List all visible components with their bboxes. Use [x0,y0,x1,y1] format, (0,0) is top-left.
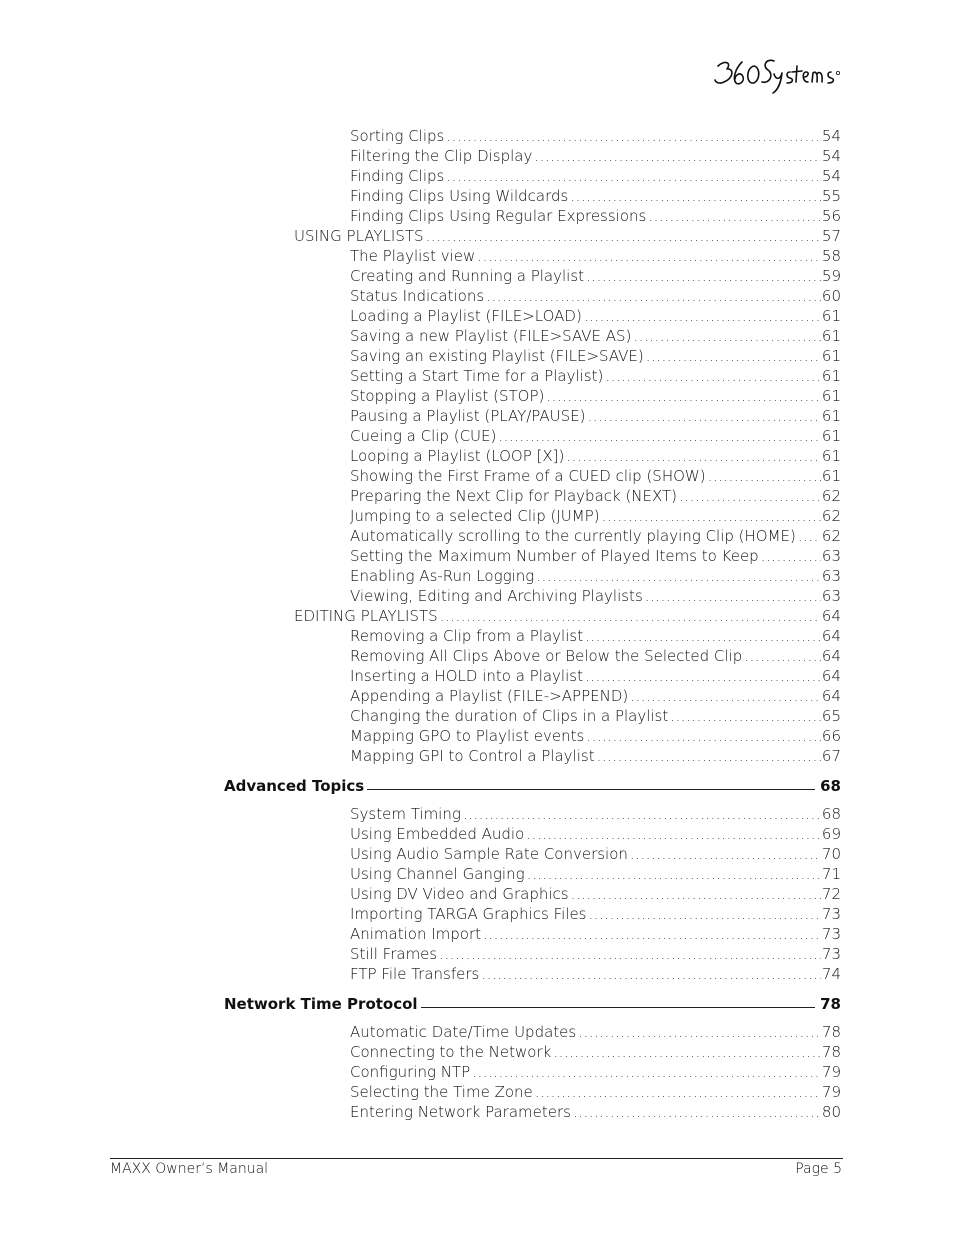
toc-entry-label: Finding Clips [350,167,445,185]
toc-entry-label: Configuring NTP [350,1063,471,1081]
toc-page-number: 69 [821,825,841,843]
toc-page-number: 63 [821,547,841,565]
toc-entry[interactable] [350,326,841,346]
toc-entry-label: Pausing a Playlist (PLAY/PAUSE) [350,407,586,425]
toc-entry-label: Entering Network Parameters [350,1103,571,1121]
toc-entry[interactable] [350,1022,841,1042]
toc-entry-label: Finding Clips Using Regular Expressions [350,207,647,225]
toc-entry[interactable] [350,666,841,686]
toc-entry[interactable] [350,904,841,924]
toc-entry[interactable] [350,146,841,166]
toc-entry-label: Sorting Clips [350,127,445,145]
toc-page-number: 54 [821,127,841,145]
toc-entry[interactable] [350,386,841,406]
toc-page-number: 61 [821,347,841,365]
toc-entry[interactable] [350,186,841,206]
toc-entry-label: EDITING PLAYLISTS [294,607,438,625]
toc-page-number: 65 [821,707,841,725]
toc-entry-label: Viewing, Editing and Archiving Playlists [350,587,643,605]
toc-page-number: 61 [821,407,841,425]
toc-dot-leader [588,904,820,924]
toc-entry-label: Showing the First Frame of a CUED clip (SHOW) [350,467,706,485]
toc-entry-label: Appending a Playlist (FILE->APPEND) [350,687,629,705]
toc-page-number: 64 [821,687,841,705]
toc-dot-leader [597,746,821,766]
toc-entry[interactable] [350,346,841,366]
toc-entry[interactable] [350,1042,841,1062]
toc-dot-leader [761,546,821,566]
toc-entry[interactable] [350,126,841,146]
toc-entry-label: Mapping GPI to Control a Playlist [350,747,595,765]
toc-entry[interactable] [350,646,841,666]
toc-entry[interactable] [350,804,841,824]
toc-entry[interactable] [350,924,841,944]
footer-page-number: Page 5 [795,1161,842,1177]
toc-page-number: 80 [821,1103,841,1121]
toc-dot-leader [367,776,815,790]
toc-dot-leader [587,406,820,426]
toc-dot-leader [586,266,821,286]
toc-entry[interactable] [350,446,841,466]
toc-page-number: 64 [821,627,841,645]
toc-entry-label: FTP File Transfers [350,965,480,983]
toc-entry-label: Using DV Video and Graphics [350,885,569,903]
toc-dot-leader [446,126,821,146]
toc-entry[interactable] [350,964,841,984]
toc-chapter-entry[interactable] [294,226,841,246]
toc-dot-leader [602,506,821,526]
toc-entry-label: Automatically scrolling to the currently playing Clip (HOME) [350,527,796,545]
toc-dot-leader [585,626,821,646]
toc-entry[interactable] [350,466,841,486]
toc-entry[interactable] [350,546,841,566]
toc-dot-leader [584,306,821,326]
toc-dot-leader [570,186,821,206]
toc-entry-label: Using Embedded Audio [350,825,525,843]
toc-page-number: 54 [821,167,841,185]
toc-page-number: 72 [821,885,841,903]
toc-page-number: 79 [821,1083,841,1101]
toc-entry[interactable] [350,1062,841,1082]
toc-entry[interactable] [350,1102,841,1122]
toc-entry-label: Importing TARGA Graphics Files [350,905,587,923]
toc-entry[interactable] [350,206,841,226]
toc-entry-label: Finding Clips Using Wildcards [350,187,569,205]
toc-page-number: 79 [821,1063,841,1081]
footer-manual-title: MAXX Owner’s Manual [110,1161,269,1177]
toc-page-number: 55 [821,187,841,205]
toc-dot-leader [477,246,821,266]
toc-page-number: 71 [821,865,841,883]
toc-entry-label: Saving a new Playlist (FILE>SAVE AS) [350,327,632,345]
toc-page-number: 61 [821,447,841,465]
toc-entry[interactable] [350,166,841,186]
toc-entry[interactable] [350,1082,841,1102]
toc-entry-label: Connecting to the Network [350,1043,552,1061]
toc-entry-label: Still Frames [350,945,438,963]
toc-page-number: 78 [820,995,841,1013]
toc-entry[interactable] [350,506,841,526]
toc-dot-leader [553,1042,821,1062]
toc-entry-label: Using Audio Sample Rate Conversion [350,845,628,863]
toc-entry-label: Advanced Topics [224,777,365,795]
toc-dot-leader [481,964,821,984]
toc-entry-label: USING PLAYLISTS [294,227,424,245]
toc-entry[interactable] [350,286,841,306]
toc-entry[interactable] [350,626,841,646]
toc-page-number: 54 [821,147,841,165]
toc-dot-leader [648,206,821,226]
toc-entry[interactable] [350,944,841,964]
toc-entry-label: Setting the Maximum Number of Played Items to Keep [350,547,759,565]
toc-entry-label: Filtering the Clip Display [350,147,533,165]
toc-dot-leader [670,706,821,726]
toc-page-number: 61 [821,427,841,445]
toc-dot-leader [605,366,821,386]
toc-dot-leader [440,606,821,626]
toc-page-number: 64 [821,667,841,685]
toc-dot-leader [744,646,821,666]
toc-dot-leader [645,586,821,606]
toc-page-number: 78 [821,1043,841,1061]
toc-entry-label: Creating and Running a Playlist [350,267,585,285]
toc-dot-leader [439,944,821,964]
toc-page-number: 63 [821,587,841,605]
toc-entry[interactable] [350,486,841,506]
toc-page-number: 64 [821,607,841,625]
toc-entry-label: Inserting a HOLD into a Playlist [350,667,583,685]
toc-entry[interactable] [350,824,841,844]
toc-entry-label: Loading a Playlist (FILE>LOAD) [350,307,582,325]
toc-dot-leader [798,526,821,546]
toc-dot-leader [472,1062,821,1082]
toc-dot-leader [578,1022,821,1042]
toc-entry-label: Cueing a Clip (CUE) [350,427,497,445]
toc-entry[interactable] [350,246,841,266]
toc-dot-leader [486,286,821,306]
toc-page-number: 74 [821,965,841,983]
toc-entry-label: Jumping to a selected Clip (JUMP) [350,507,600,525]
toc-entry-label: Looping a Playlist (LOOP [X]) [350,447,565,465]
toc-dot-leader [535,1082,821,1102]
toc-entry-label: Using Channel Ganging [350,865,525,883]
toc-dot-leader [573,1102,821,1122]
toc-dot-leader [633,326,821,346]
toc-entry[interactable] [350,266,841,286]
toc-dot-leader [679,486,821,506]
toc-entry[interactable] [350,686,841,706]
toc-page-number: 59 [821,267,841,285]
toc-entry[interactable] [350,426,841,446]
toc-chapter-entry[interactable] [294,606,841,626]
toc-page-number: 78 [821,1023,841,1041]
toc-entry-label: Animation Import [350,925,482,943]
toc-entry[interactable] [350,864,841,884]
toc-dot-leader [526,824,821,844]
toc-page-number: 61 [821,467,841,485]
toc-entry-label: Selecting the Time Zone [350,1083,533,1101]
toc-page-number: 60 [821,287,841,305]
toc-dot-leader [585,666,821,686]
toc-entry-label: Stopping a Playlist (STOP) [350,387,545,405]
toc-page-number: 62 [821,507,841,525]
toc-page-number: 68 [820,777,841,795]
toc-dot-leader [586,726,821,746]
toc-entry[interactable] [350,526,841,546]
toc-page-number: 58 [821,247,841,265]
360-systems-logo-icon [712,52,842,98]
toc-page-number: 63 [821,567,841,585]
toc-section-heading[interactable] [224,994,841,1014]
toc-page-number: 64 [821,647,841,665]
toc-page-number: 66 [821,727,841,745]
toc-entry[interactable] [350,884,841,904]
toc-entry-label: Setting a Start Time for a Playlist) [350,367,604,385]
toc-dot-leader [498,426,821,446]
toc-entry-label: Mapping GPO to Playlist events [350,727,585,745]
toc-dot-leader [534,146,821,166]
toc-entry-label: Automatic Date/Time Updates [350,1023,577,1041]
toc-entry[interactable] [350,706,841,726]
toc-page-number: 61 [821,307,841,325]
toc-dot-leader [527,864,821,884]
toc-page-number: 70 [821,845,841,863]
toc-entry-label: Removing a Clip from a Playlist [350,627,584,645]
toc-entry[interactable] [350,586,841,606]
toc-entry-label: Changing the duration of Clips in a Playlist [350,707,669,725]
toc-page-number: 62 [821,527,841,545]
toc-page-number: 61 [821,327,841,345]
toc-page-number: 61 [821,367,841,385]
toc-dot-leader [536,566,821,586]
toc-entry[interactable] [350,566,841,586]
toc-entry[interactable] [350,306,841,326]
toc-section-heading[interactable] [224,776,841,796]
toc-page-number: 73 [821,925,841,943]
toc-entry[interactable] [350,746,841,766]
toc-dot-leader [463,804,821,824]
toc-dot-leader [630,844,821,864]
toc-page-number: 73 [821,905,841,923]
toc-page-number: 73 [821,945,841,963]
toc-entry-label: Removing All Clips Above or Below the Selected Clip [350,647,743,665]
footer-divider [110,1158,843,1159]
toc-entry-label: The Playlist view [350,247,476,265]
toc-dot-leader [571,884,821,904]
toc-entry-label: Network Time Protocol [224,995,418,1013]
toc-page-number: 62 [821,487,841,505]
toc-dot-leader [566,446,821,466]
toc-entry-label: Status Indications [350,287,485,305]
toc-dot-leader [483,924,821,944]
toc-entry-label: System Timing [350,805,461,823]
toc-entry[interactable] [350,844,841,864]
toc-page-number: 68 [821,805,841,823]
toc-page-number: 56 [821,207,841,225]
toc-entry[interactable] [350,726,841,746]
toc-dot-leader [708,466,821,486]
toc-dot-leader [630,686,821,706]
toc-page-number: 61 [821,387,841,405]
toc-dot-leader [446,166,821,186]
toc-dot-leader [426,226,821,246]
toc-dot-leader [421,994,816,1008]
toc-entry-label: Enabling As-Run Logging [350,567,535,585]
toc-entry[interactable] [350,406,841,426]
toc-entry-label: Preparing the Next Clip for Playback (NEXT) [350,487,678,505]
toc-dot-leader [546,386,821,406]
toc-entry[interactable] [350,366,841,386]
toc-page-number: 67 [821,747,841,765]
toc-dot-leader [646,346,821,366]
toc-page-number: 57 [821,227,841,245]
toc-entry-label: Saving an existing Playlist (FILE>SAVE) [350,347,644,365]
